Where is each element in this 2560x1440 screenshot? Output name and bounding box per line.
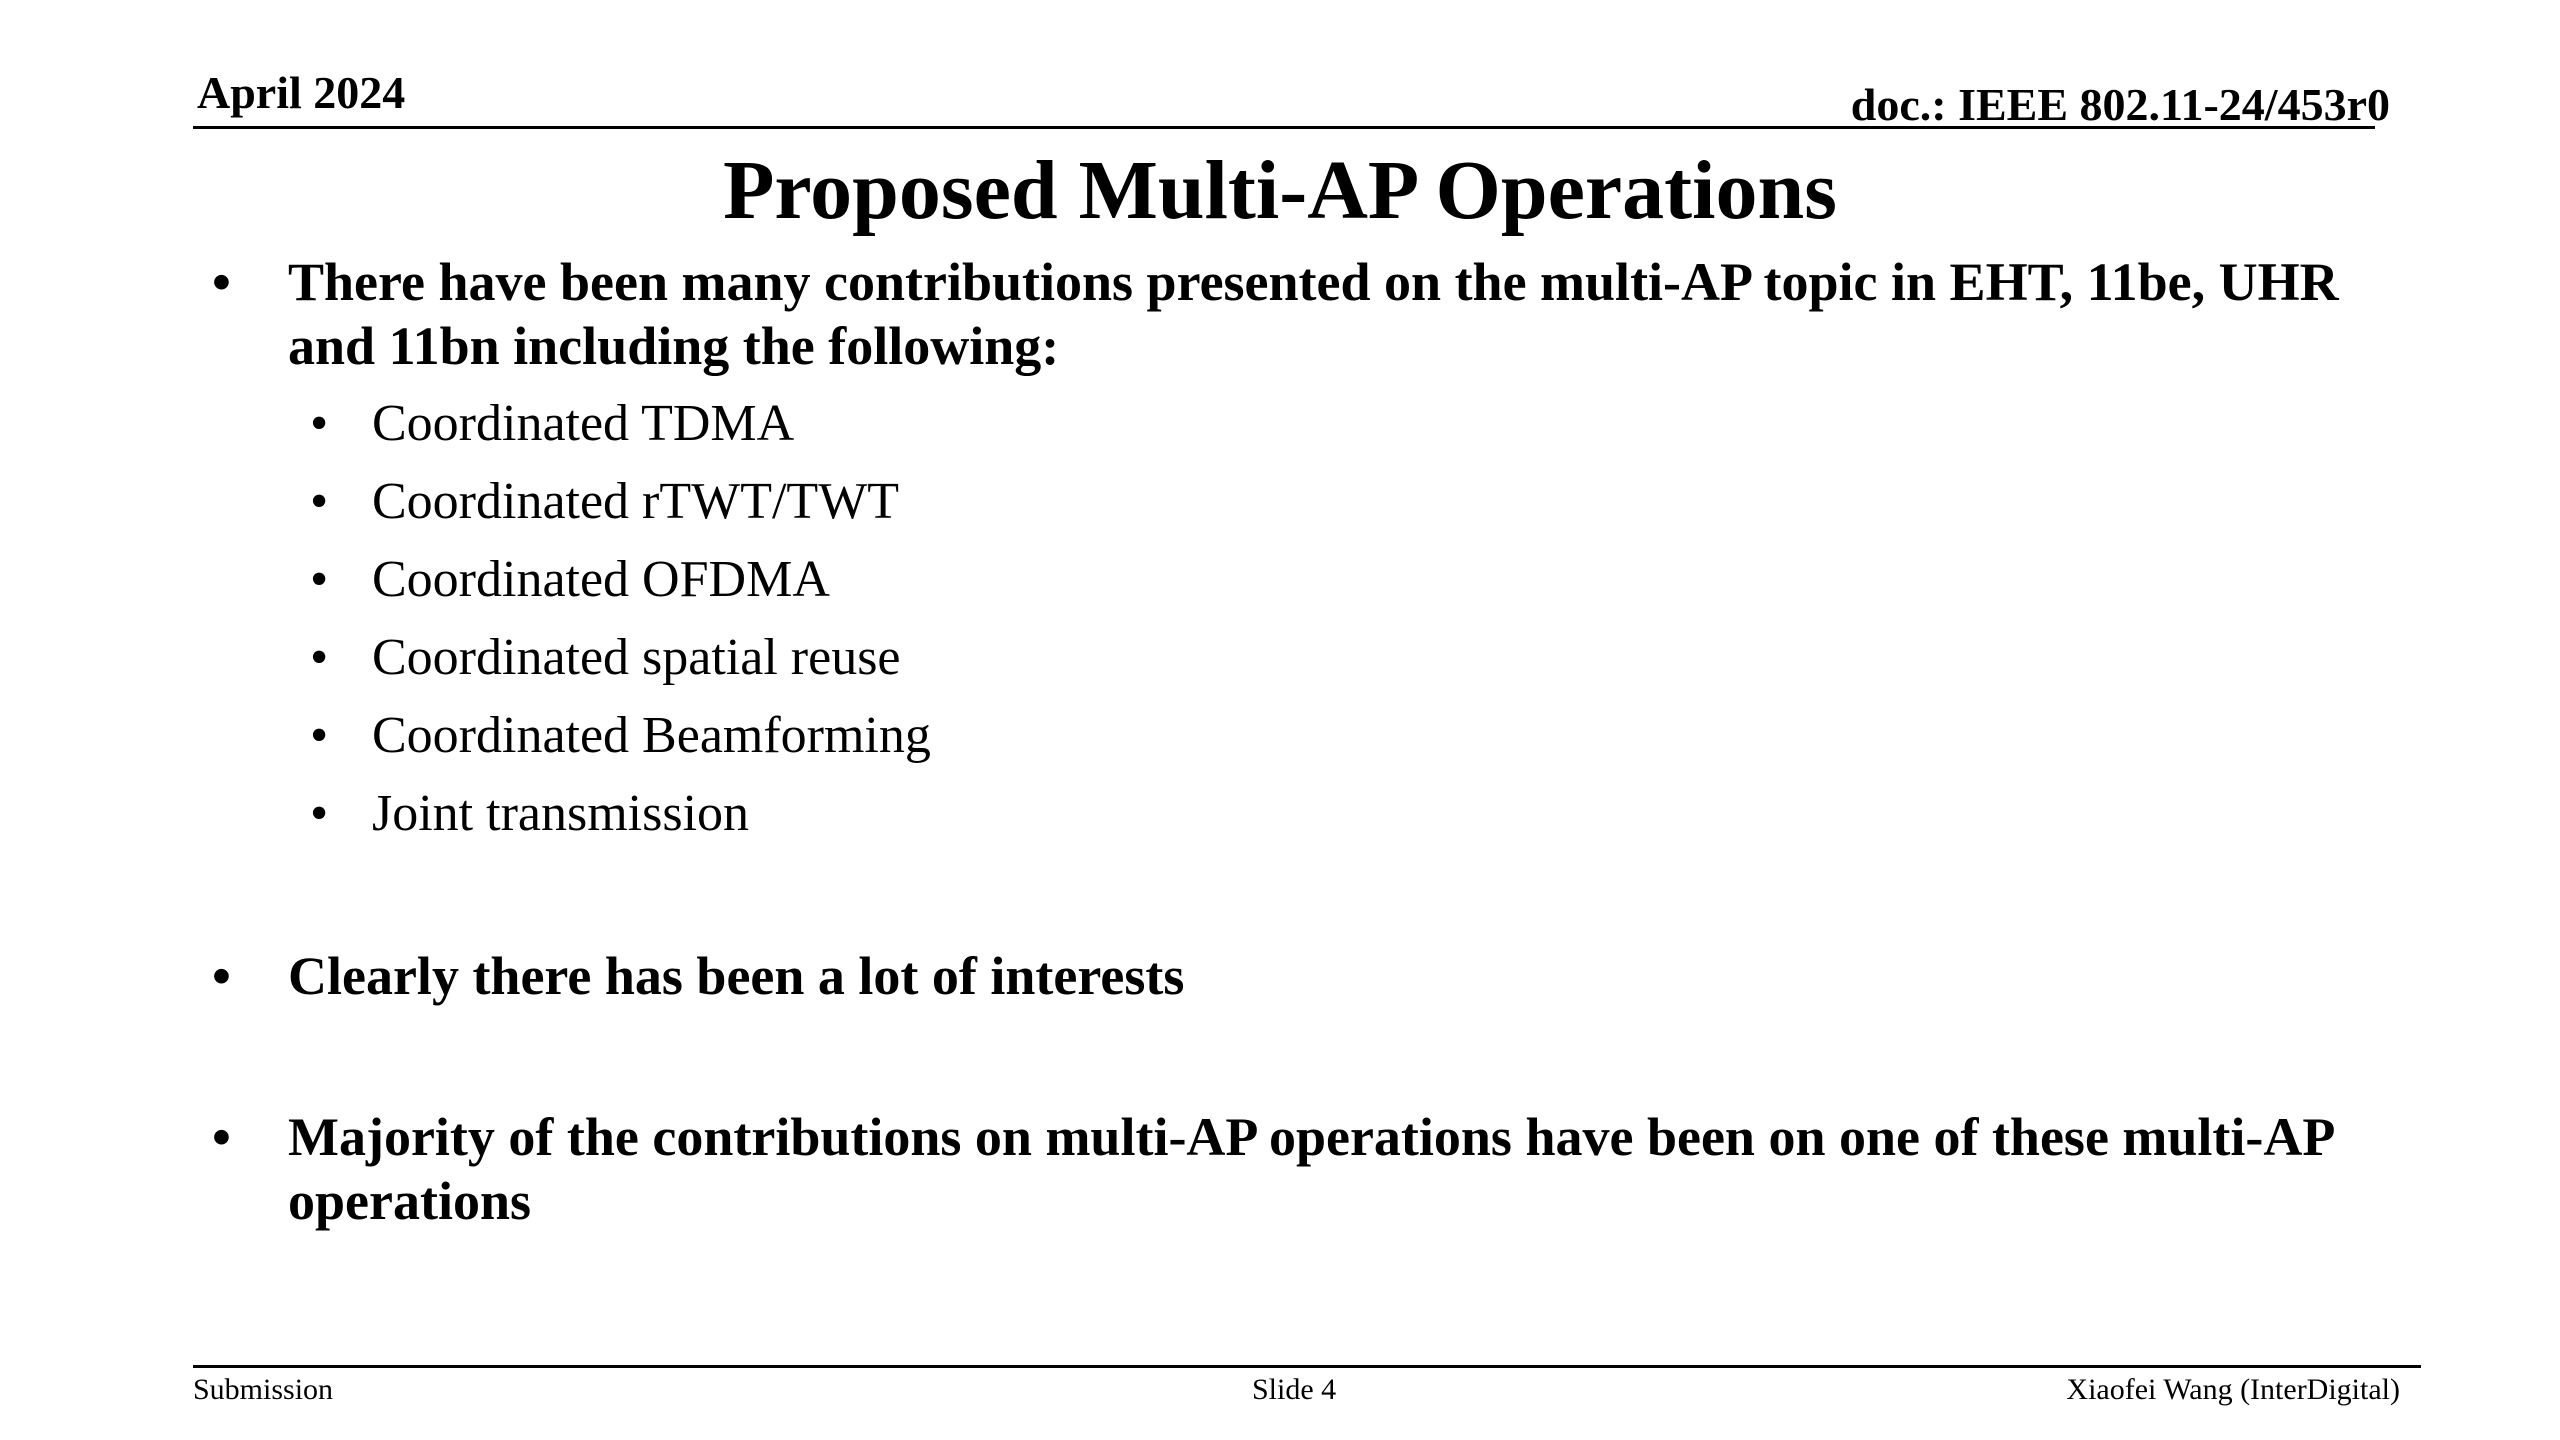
sub-bullet-marker: •	[310, 551, 329, 608]
footer-submission: Submission	[193, 1373, 334, 1406]
sub-item-text: Joint transmission	[372, 785, 750, 842]
sub-bullet-marker: •	[310, 785, 329, 842]
sub-item-text: Coordinated rTWT/TWT	[372, 473, 900, 530]
sub-bullet-marker: •	[310, 395, 329, 452]
bullet-marker: •	[212, 1107, 231, 1167]
sub-item-text: Coordinated OFDMA	[372, 551, 830, 608]
footer-author: Xiaofei Wang (InterDigital)	[2066, 1373, 2400, 1406]
sub-bullet-marker: •	[310, 707, 329, 764]
sub-item-text: Coordinated TDMA	[372, 395, 795, 452]
footer-slide-number: Slide 4	[1252, 1373, 1337, 1406]
header-doc-id: doc.: IEEE 802.11-24/453r0	[1850, 79, 2390, 130]
sub-bullet-marker: •	[310, 629, 329, 686]
sub-bullet-marker: •	[310, 473, 329, 530]
sub-item-text: Coordinated spatial reuse	[372, 629, 901, 686]
header-date: April 2024	[197, 67, 406, 118]
bullet-marker: •	[212, 252, 231, 312]
header-divider	[193, 126, 2375, 129]
sub-item-text: Coordinated Beamforming	[372, 707, 931, 764]
bullet-marker: •	[212, 946, 231, 1006]
bullet-text: Clearly there has been a lot of interests	[288, 946, 1185, 1006]
bullet-text: Majority of the contributions on multi-AP operations have been on one of these multi-AP operations	[288, 1107, 2333, 1231]
slide-title: Proposed Multi-AP Operations	[723, 144, 1837, 237]
bullet-text: There have been many contributions presented on the multi-AP topic in EHT, 11be, UHR and 11bn including the following:	[288, 252, 2339, 376]
footer-divider	[193, 1365, 2421, 1368]
